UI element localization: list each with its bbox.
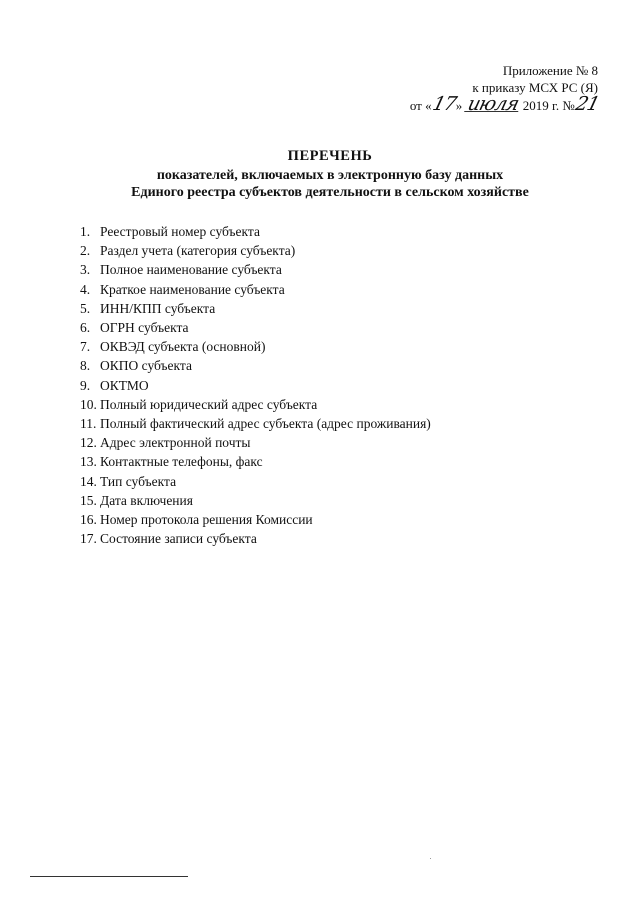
handwritten-order-number: 21 bbox=[573, 93, 601, 115]
list-item-number: 16. bbox=[80, 512, 97, 528]
order-reference: к приказу МСХ РС (Я) bbox=[472, 80, 598, 95]
list-item bbox=[80, 529, 431, 548]
list-item bbox=[80, 337, 431, 356]
date-separator: » bbox=[455, 98, 463, 113]
list-item bbox=[80, 318, 431, 337]
list-item-text: ОКТМО bbox=[100, 377, 149, 393]
list-item-number: 6. bbox=[80, 320, 91, 336]
list-item-number: 7. bbox=[80, 339, 91, 355]
footer-divider bbox=[30, 876, 188, 877]
list-item-text: ОГРН субъекта bbox=[100, 320, 189, 336]
scan-speck bbox=[430, 858, 431, 859]
list-item-text: Номер протокола решения Комиссии bbox=[100, 512, 313, 528]
list-item-text: Тип субъекта bbox=[100, 473, 177, 489]
list-item-number: 12. bbox=[80, 435, 97, 451]
list-item-text: Дата включения bbox=[100, 492, 193, 508]
list-item-number: 15. bbox=[80, 492, 97, 508]
list-item bbox=[80, 414, 431, 433]
list-item-number: 14. bbox=[80, 473, 97, 489]
document-title bbox=[0, 148, 640, 201]
list-item bbox=[80, 241, 431, 260]
order-date-line bbox=[409, 93, 601, 115]
list-item bbox=[80, 376, 431, 395]
list-item bbox=[80, 395, 431, 414]
list-item-text: Полный фактический адрес субъекта (адрес проживания) bbox=[100, 416, 431, 432]
list-item bbox=[80, 491, 431, 510]
list-item-text: Раздел учета (категория субъекта) bbox=[100, 243, 296, 259]
list-item bbox=[80, 222, 431, 241]
handwritten-day: 17 bbox=[429, 93, 458, 115]
date-year: 2019 г. № bbox=[522, 98, 575, 113]
date-prefix: от « bbox=[409, 98, 432, 113]
list-item-text: Адрес электронной почты bbox=[100, 435, 251, 451]
list-item bbox=[80, 510, 431, 529]
list-item-text: ОКВЭД субъекта (основной) bbox=[100, 339, 266, 355]
list-item-number: 4. bbox=[80, 281, 91, 297]
list-item-number: 10. bbox=[80, 396, 97, 412]
list-item-text: ОКПО субъекта bbox=[100, 358, 192, 374]
list-item bbox=[80, 356, 431, 375]
list-item-number: 2. bbox=[80, 243, 91, 259]
list-item-text: Состояние записи субъекта bbox=[100, 531, 257, 547]
list-item-text: Полный юридический адрес субъекта bbox=[100, 396, 318, 412]
title-heading: ПЕРЕЧЕНЬ bbox=[287, 148, 373, 164]
list-item-number: 11. bbox=[80, 416, 97, 432]
list-item bbox=[80, 433, 431, 452]
list-item bbox=[80, 452, 431, 471]
list-item bbox=[80, 299, 431, 318]
indicator-list bbox=[80, 222, 431, 548]
list-item bbox=[80, 472, 431, 491]
list-item-number: 1. bbox=[80, 224, 91, 239]
list-item-number: 17. bbox=[80, 531, 97, 547]
list-item-number: 13. bbox=[80, 454, 97, 470]
handwritten-month: июля bbox=[465, 93, 521, 115]
list-item-text: Контактные телефоны, факс bbox=[100, 454, 263, 470]
appendix-header bbox=[409, 62, 601, 115]
appendix-number: Приложение № 8 bbox=[502, 63, 598, 78]
list-item-text: Полное наименование субъекта bbox=[100, 262, 282, 278]
list-item-text: Реестровый номер субъекта bbox=[100, 224, 260, 239]
list-item-number: 5. bbox=[80, 300, 91, 316]
list-item-number: 3. bbox=[80, 262, 91, 278]
title-subtitle-line-2: Единого реестра субъектов деятельности в сельском хозяйстве bbox=[131, 185, 529, 200]
list-item bbox=[80, 260, 431, 279]
list-item bbox=[80, 280, 431, 299]
list-item-text: ИНН/КПП субъекта bbox=[100, 300, 216, 316]
list-item-text: Краткое наименование субъекта bbox=[100, 281, 285, 297]
title-subtitle-line-1: показателей, включаемых в электронную базу данных bbox=[156, 168, 504, 183]
list-item-number: 8. bbox=[80, 358, 91, 374]
list-item-number: 9. bbox=[80, 377, 91, 393]
